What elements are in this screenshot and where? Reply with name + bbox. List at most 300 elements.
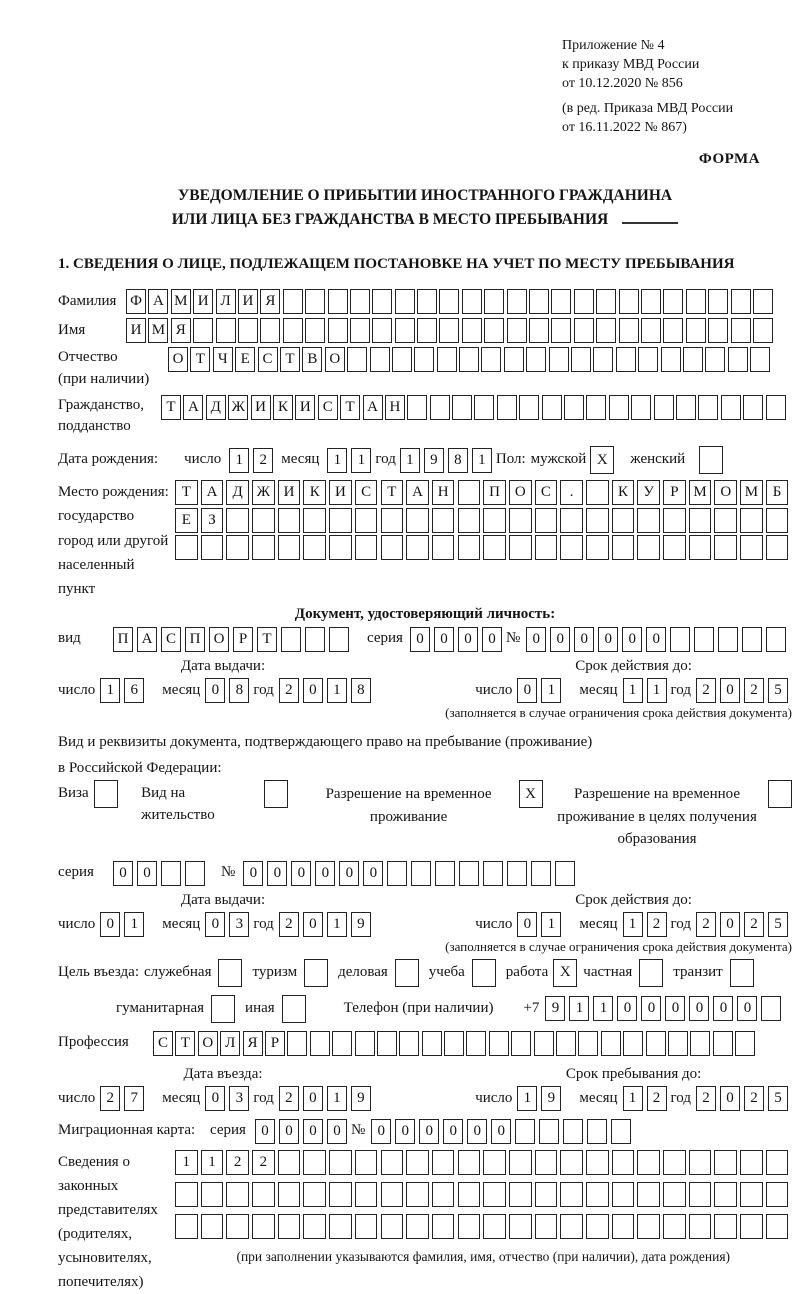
char-cell[interactable]: Т bbox=[190, 347, 210, 372]
char-cell[interactable]: 1 bbox=[541, 678, 561, 703]
goal-study-checkbox[interactable] bbox=[472, 959, 496, 987]
char-cell[interactable] bbox=[586, 395, 606, 420]
char-cell[interactable]: 0 bbox=[410, 627, 430, 652]
char-cell[interactable]: 0 bbox=[419, 1119, 439, 1144]
char-cell[interactable] bbox=[483, 535, 506, 560]
char-cell[interactable] bbox=[372, 289, 392, 314]
char-cell[interactable]: Е bbox=[175, 508, 198, 533]
char-cell[interactable] bbox=[611, 1119, 631, 1144]
char-cell[interactable]: Д bbox=[226, 480, 249, 505]
char-cell[interactable] bbox=[329, 627, 349, 652]
char-cell[interactable] bbox=[328, 289, 348, 314]
migcard-number-cells[interactable] bbox=[371, 1119, 635, 1144]
char-cell[interactable]: Р bbox=[265, 1031, 285, 1056]
char-cell[interactable]: К bbox=[303, 480, 326, 505]
char-cell[interactable] bbox=[329, 508, 352, 533]
char-cell[interactable] bbox=[740, 1150, 763, 1175]
char-cell[interactable]: 2 bbox=[279, 912, 299, 937]
char-cell[interactable] bbox=[347, 347, 367, 372]
char-cell[interactable]: 0 bbox=[395, 1119, 415, 1144]
char-cell[interactable]: 2 bbox=[696, 678, 716, 703]
char-cell[interactable]: 1 bbox=[623, 678, 643, 703]
goal-other-checkbox[interactable] bbox=[282, 995, 306, 1023]
char-cell[interactable] bbox=[663, 535, 686, 560]
char-cell[interactable]: 0 bbox=[641, 996, 661, 1021]
char-cell[interactable] bbox=[303, 1214, 326, 1239]
char-cell[interactable] bbox=[766, 627, 786, 652]
char-cell[interactable]: Р bbox=[233, 627, 253, 652]
char-cell[interactable]: М bbox=[171, 289, 191, 314]
char-cell[interactable] bbox=[619, 289, 639, 314]
char-cell[interactable]: М bbox=[740, 480, 763, 505]
char-cell[interactable] bbox=[411, 861, 431, 886]
char-cell[interactable] bbox=[753, 289, 773, 314]
char-cell[interactable]: Т bbox=[381, 480, 404, 505]
char-cell[interactable] bbox=[458, 1182, 481, 1207]
char-cell[interactable] bbox=[417, 318, 437, 343]
migcard-series-cells[interactable] bbox=[255, 1119, 351, 1144]
char-cell[interactable]: 0 bbox=[205, 912, 225, 937]
char-cell[interactable] bbox=[708, 289, 728, 314]
char-cell[interactable] bbox=[574, 289, 594, 314]
char-cell[interactable]: П bbox=[113, 627, 133, 652]
char-cell[interactable] bbox=[329, 535, 352, 560]
char-cell[interactable]: С bbox=[355, 480, 378, 505]
char-cell[interactable] bbox=[637, 1182, 660, 1207]
char-cell[interactable] bbox=[452, 395, 472, 420]
char-cell[interactable] bbox=[407, 395, 427, 420]
char-cell[interactable] bbox=[185, 861, 205, 886]
goal-tourism-checkbox[interactable] bbox=[304, 959, 328, 987]
char-cell[interactable] bbox=[586, 1182, 609, 1207]
char-cell[interactable] bbox=[637, 535, 660, 560]
char-cell[interactable]: А bbox=[183, 395, 203, 420]
goal-humanitarian-checkbox[interactable] bbox=[211, 995, 235, 1023]
char-cell[interactable] bbox=[571, 347, 591, 372]
char-cell[interactable]: 5 bbox=[768, 1086, 788, 1111]
char-cell[interactable]: Я bbox=[260, 289, 280, 314]
char-cell[interactable] bbox=[483, 1214, 506, 1239]
char-cell[interactable] bbox=[535, 1182, 558, 1207]
char-cell[interactable] bbox=[497, 395, 517, 420]
char-cell[interactable] bbox=[355, 1214, 378, 1239]
char-cell[interactable] bbox=[612, 1214, 635, 1239]
char-cell[interactable]: 0 bbox=[574, 627, 594, 652]
patronymic-cells[interactable] bbox=[168, 347, 773, 372]
char-cell[interactable] bbox=[616, 347, 636, 372]
phone-cells[interactable] bbox=[545, 996, 785, 1021]
char-cell[interactable]: А bbox=[363, 395, 383, 420]
char-cell[interactable] bbox=[226, 1214, 249, 1239]
char-cell[interactable] bbox=[766, 1214, 789, 1239]
residence-permit-checkbox[interactable] bbox=[264, 780, 288, 808]
char-cell[interactable]: 7 bbox=[124, 1086, 144, 1111]
char-cell[interactable]: 1 bbox=[327, 1086, 347, 1111]
char-cell[interactable] bbox=[329, 1182, 352, 1207]
char-cell[interactable]: 1 bbox=[100, 678, 120, 703]
char-cell[interactable] bbox=[474, 395, 494, 420]
char-cell[interactable] bbox=[689, 1214, 712, 1239]
char-cell[interactable] bbox=[509, 508, 532, 533]
char-cell[interactable]: 2 bbox=[226, 1150, 249, 1175]
char-cell[interactable] bbox=[252, 535, 275, 560]
char-cell[interactable] bbox=[766, 395, 786, 420]
char-cell[interactable]: 0 bbox=[550, 627, 570, 652]
char-cell[interactable] bbox=[529, 318, 549, 343]
doc-number-cells[interactable] bbox=[526, 627, 790, 652]
doc-series-cells[interactable] bbox=[410, 627, 506, 652]
char-cell[interactable] bbox=[637, 1214, 660, 1239]
char-cell[interactable] bbox=[252, 508, 275, 533]
char-cell[interactable] bbox=[283, 318, 303, 343]
char-cell[interactable]: А bbox=[148, 289, 168, 314]
char-cell[interactable] bbox=[483, 1150, 506, 1175]
char-cell[interactable]: 0 bbox=[491, 1119, 511, 1144]
char-cell[interactable] bbox=[303, 1182, 326, 1207]
char-cell[interactable] bbox=[458, 1214, 481, 1239]
entry-month-cells[interactable] bbox=[205, 1086, 253, 1111]
char-cell[interactable] bbox=[355, 535, 378, 560]
char-cell[interactable] bbox=[689, 508, 712, 533]
char-cell[interactable] bbox=[459, 861, 479, 886]
char-cell[interactable] bbox=[586, 480, 609, 505]
char-cell[interactable]: 5 bbox=[768, 912, 788, 937]
char-cell[interactable] bbox=[637, 1150, 660, 1175]
char-cell[interactable]: 1 bbox=[623, 912, 643, 937]
char-cell[interactable] bbox=[278, 508, 301, 533]
char-cell[interactable] bbox=[355, 1031, 375, 1056]
char-cell[interactable] bbox=[439, 289, 459, 314]
char-cell[interactable] bbox=[714, 1214, 737, 1239]
char-cell[interactable] bbox=[509, 535, 532, 560]
char-cell[interactable] bbox=[422, 1031, 442, 1056]
char-cell[interactable]: 2 bbox=[279, 1086, 299, 1111]
char-cell[interactable] bbox=[305, 289, 325, 314]
char-cell[interactable]: 0 bbox=[291, 861, 311, 886]
char-cell[interactable] bbox=[586, 508, 609, 533]
char-cell[interactable]: Я bbox=[171, 318, 191, 343]
birth-place-row3-cells[interactable] bbox=[175, 535, 792, 560]
stay-month-cells[interactable] bbox=[623, 1086, 671, 1111]
char-cell[interactable] bbox=[458, 508, 481, 533]
char-cell[interactable] bbox=[686, 289, 706, 314]
char-cell[interactable] bbox=[439, 318, 459, 343]
char-cell[interactable] bbox=[483, 1182, 506, 1207]
char-cell[interactable] bbox=[612, 1182, 635, 1207]
char-cell[interactable]: И bbox=[238, 289, 258, 314]
char-cell[interactable] bbox=[175, 1182, 198, 1207]
char-cell[interactable] bbox=[718, 627, 738, 652]
goal-business-checkbox[interactable] bbox=[395, 959, 419, 987]
char-cell[interactable]: 0 bbox=[713, 996, 733, 1021]
char-cell[interactable] bbox=[406, 1150, 429, 1175]
char-cell[interactable]: 0 bbox=[205, 1086, 225, 1111]
char-cell[interactable] bbox=[531, 861, 551, 886]
char-cell[interactable] bbox=[761, 996, 781, 1021]
char-cell[interactable] bbox=[740, 1214, 763, 1239]
char-cell[interactable]: И bbox=[251, 395, 271, 420]
char-cell[interactable] bbox=[201, 535, 224, 560]
char-cell[interactable]: 8 bbox=[448, 448, 468, 473]
visa-checkbox[interactable] bbox=[94, 780, 118, 808]
char-cell[interactable] bbox=[526, 347, 546, 372]
char-cell[interactable] bbox=[676, 395, 696, 420]
char-cell[interactable] bbox=[641, 318, 661, 343]
char-cell[interactable]: 0 bbox=[363, 861, 383, 886]
char-cell[interactable] bbox=[507, 318, 527, 343]
char-cell[interactable]: О bbox=[209, 627, 229, 652]
char-cell[interactable] bbox=[593, 347, 613, 372]
char-cell[interactable]: 1 bbox=[593, 996, 613, 1021]
char-cell[interactable] bbox=[551, 318, 571, 343]
char-cell[interactable]: 2 bbox=[744, 678, 764, 703]
char-cell[interactable]: Л bbox=[216, 289, 236, 314]
residence-number-cells[interactable] bbox=[243, 861, 579, 886]
char-cell[interactable] bbox=[406, 508, 429, 533]
char-cell[interactable]: И bbox=[295, 395, 315, 420]
char-cell[interactable]: 0 bbox=[303, 678, 323, 703]
char-cell[interactable]: 1 bbox=[623, 1086, 643, 1111]
char-cell[interactable] bbox=[638, 347, 658, 372]
temp-residence-education-checkbox[interactable] bbox=[768, 780, 792, 808]
char-cell[interactable]: 0 bbox=[720, 912, 740, 937]
char-cell[interactable]: А bbox=[137, 627, 157, 652]
char-cell[interactable]: О bbox=[509, 480, 532, 505]
char-cell[interactable]: З bbox=[201, 508, 224, 533]
char-cell[interactable]: 0 bbox=[434, 627, 454, 652]
birth-day-cells[interactable] bbox=[229, 448, 277, 473]
char-cell[interactable]: 0 bbox=[617, 996, 637, 1021]
char-cell[interactable]: К bbox=[273, 395, 293, 420]
char-cell[interactable]: 2 bbox=[253, 448, 273, 473]
char-cell[interactable]: 9 bbox=[351, 912, 371, 937]
char-cell[interactable]: 3 bbox=[229, 1086, 249, 1111]
char-cell[interactable] bbox=[432, 508, 455, 533]
char-cell[interactable] bbox=[623, 1031, 643, 1056]
char-cell[interactable]: 0 bbox=[113, 861, 133, 886]
char-cell[interactable] bbox=[686, 318, 706, 343]
char-cell[interactable] bbox=[560, 1182, 583, 1207]
char-cell[interactable] bbox=[466, 1031, 486, 1056]
char-cell[interactable] bbox=[406, 535, 429, 560]
char-cell[interactable]: 2 bbox=[279, 678, 299, 703]
res-valid-month-cells[interactable] bbox=[623, 912, 671, 937]
char-cell[interactable] bbox=[586, 1214, 609, 1239]
char-cell[interactable]: 2 bbox=[696, 1086, 716, 1111]
char-cell[interactable] bbox=[489, 1031, 509, 1056]
char-cell[interactable] bbox=[462, 289, 482, 314]
char-cell[interactable]: . bbox=[560, 480, 583, 505]
char-cell[interactable]: С bbox=[535, 480, 558, 505]
char-cell[interactable]: 9 bbox=[545, 996, 565, 1021]
doc-kind-cells[interactable] bbox=[113, 627, 353, 652]
char-cell[interactable] bbox=[175, 1214, 198, 1239]
res-valid-year-cells[interactable] bbox=[696, 912, 792, 937]
char-cell[interactable] bbox=[392, 347, 412, 372]
valid-month-cells[interactable] bbox=[623, 678, 671, 703]
char-cell[interactable]: 8 bbox=[229, 678, 249, 703]
char-cell[interactable] bbox=[535, 1150, 558, 1175]
char-cell[interactable] bbox=[555, 861, 575, 886]
char-cell[interactable] bbox=[458, 1150, 481, 1175]
stay-year-cells[interactable] bbox=[696, 1086, 792, 1111]
char-cell[interactable] bbox=[689, 1182, 712, 1207]
char-cell[interactable] bbox=[175, 535, 198, 560]
char-cell[interactable] bbox=[637, 508, 660, 533]
char-cell[interactable]: 0 bbox=[467, 1119, 487, 1144]
char-cell[interactable] bbox=[395, 318, 415, 343]
char-cell[interactable]: С bbox=[153, 1031, 173, 1056]
char-cell[interactable] bbox=[381, 1182, 404, 1207]
char-cell[interactable] bbox=[481, 347, 501, 372]
char-cell[interactable] bbox=[735, 1031, 755, 1056]
birth-place-row1-cells[interactable] bbox=[175, 480, 792, 505]
name-cells[interactable] bbox=[126, 318, 775, 343]
char-cell[interactable] bbox=[226, 1182, 249, 1207]
char-cell[interactable]: О bbox=[714, 480, 737, 505]
char-cell[interactable] bbox=[750, 347, 770, 372]
char-cell[interactable] bbox=[507, 861, 527, 886]
char-cell[interactable] bbox=[743, 395, 763, 420]
valid-day-cells[interactable] bbox=[517, 678, 565, 703]
char-cell[interactable]: 0 bbox=[665, 996, 685, 1021]
char-cell[interactable] bbox=[329, 1214, 352, 1239]
res-issue-day-cells[interactable] bbox=[100, 912, 148, 937]
char-cell[interactable]: 1 bbox=[541, 912, 561, 937]
char-cell[interactable] bbox=[556, 1031, 576, 1056]
char-cell[interactable] bbox=[654, 395, 674, 420]
char-cell[interactable] bbox=[216, 318, 236, 343]
char-cell[interactable] bbox=[586, 1150, 609, 1175]
char-cell[interactable]: 0 bbox=[517, 912, 537, 937]
char-cell[interactable]: И bbox=[329, 480, 352, 505]
char-cell[interactable] bbox=[612, 508, 635, 533]
char-cell[interactable] bbox=[278, 535, 301, 560]
char-cell[interactable]: 1 bbox=[472, 448, 492, 473]
char-cell[interactable] bbox=[587, 1119, 607, 1144]
char-cell[interactable] bbox=[740, 1182, 763, 1207]
char-cell[interactable] bbox=[596, 289, 616, 314]
char-cell[interactable] bbox=[328, 318, 348, 343]
char-cell[interactable] bbox=[226, 508, 249, 533]
char-cell[interactable]: 0 bbox=[303, 1119, 323, 1144]
char-cell[interactable] bbox=[287, 1031, 307, 1056]
char-cell[interactable]: И bbox=[126, 318, 146, 343]
char-cell[interactable]: 0 bbox=[458, 627, 478, 652]
char-cell[interactable] bbox=[370, 347, 390, 372]
char-cell[interactable] bbox=[560, 1150, 583, 1175]
char-cell[interactable] bbox=[458, 535, 481, 560]
char-cell[interactable] bbox=[226, 535, 249, 560]
char-cell[interactable]: 0 bbox=[303, 912, 323, 937]
char-cell[interactable] bbox=[689, 1150, 712, 1175]
char-cell[interactable]: 2 bbox=[252, 1150, 275, 1175]
char-cell[interactable] bbox=[381, 1150, 404, 1175]
char-cell[interactable] bbox=[278, 1214, 301, 1239]
char-cell[interactable] bbox=[519, 395, 539, 420]
char-cell[interactable] bbox=[663, 1150, 686, 1175]
char-cell[interactable]: А bbox=[406, 480, 429, 505]
birth-place-row2-cells[interactable] bbox=[175, 508, 792, 533]
char-cell[interactable]: 0 bbox=[598, 627, 618, 652]
goal-private-checkbox[interactable] bbox=[639, 959, 663, 987]
issue-year-cells[interactable] bbox=[279, 678, 375, 703]
char-cell[interactable]: 0 bbox=[303, 1086, 323, 1111]
char-cell[interactable] bbox=[430, 395, 450, 420]
char-cell[interactable] bbox=[381, 1214, 404, 1239]
char-cell[interactable] bbox=[753, 318, 773, 343]
char-cell[interactable] bbox=[462, 318, 482, 343]
char-cell[interactable]: 2 bbox=[647, 912, 667, 937]
char-cell[interactable]: Д bbox=[206, 395, 226, 420]
char-cell[interactable] bbox=[714, 1182, 737, 1207]
char-cell[interactable] bbox=[303, 535, 326, 560]
char-cell[interactable] bbox=[459, 347, 479, 372]
char-cell[interactable] bbox=[663, 1182, 686, 1207]
goal-transit-checkbox[interactable] bbox=[730, 959, 754, 987]
char-cell[interactable]: 1 bbox=[327, 448, 347, 473]
char-cell[interactable] bbox=[661, 347, 681, 372]
char-cell[interactable] bbox=[387, 861, 407, 886]
citizenship-cells[interactable] bbox=[161, 395, 788, 420]
char-cell[interactable]: Т bbox=[257, 627, 277, 652]
char-cell[interactable]: 1 bbox=[400, 448, 420, 473]
char-cell[interactable]: Н bbox=[385, 395, 405, 420]
char-cell[interactable] bbox=[641, 289, 661, 314]
char-cell[interactable]: Е bbox=[235, 347, 255, 372]
char-cell[interactable] bbox=[551, 289, 571, 314]
char-cell[interactable] bbox=[601, 1031, 621, 1056]
representatives-row1-cells[interactable] bbox=[175, 1150, 792, 1175]
char-cell[interactable] bbox=[372, 318, 392, 343]
char-cell[interactable] bbox=[483, 861, 503, 886]
char-cell[interactable] bbox=[281, 627, 301, 652]
goal-official-checkbox[interactable] bbox=[218, 959, 242, 987]
char-cell[interactable] bbox=[399, 1031, 419, 1056]
char-cell[interactable] bbox=[458, 480, 481, 505]
char-cell[interactable]: Л bbox=[220, 1031, 240, 1056]
char-cell[interactable]: 0 bbox=[100, 912, 120, 937]
char-cell[interactable] bbox=[631, 395, 651, 420]
char-cell[interactable]: Т bbox=[161, 395, 181, 420]
char-cell[interactable] bbox=[670, 627, 690, 652]
char-cell[interactable]: 0 bbox=[339, 861, 359, 886]
char-cell[interactable] bbox=[329, 1150, 352, 1175]
char-cell[interactable]: Б bbox=[766, 480, 789, 505]
char-cell[interactable] bbox=[612, 535, 635, 560]
char-cell[interactable] bbox=[509, 1150, 532, 1175]
char-cell[interactable]: 1 bbox=[229, 448, 249, 473]
goal-work-checkbox[interactable]: X bbox=[553, 959, 577, 987]
char-cell[interactable] bbox=[619, 318, 639, 343]
char-cell[interactable]: 0 bbox=[205, 678, 225, 703]
char-cell[interactable] bbox=[668, 1031, 688, 1056]
char-cell[interactable]: 1 bbox=[201, 1150, 224, 1175]
char-cell[interactable] bbox=[355, 1182, 378, 1207]
char-cell[interactable] bbox=[201, 1182, 224, 1207]
char-cell[interactable] bbox=[381, 508, 404, 533]
char-cell[interactable]: 1 bbox=[351, 448, 371, 473]
char-cell[interactable]: 1 bbox=[175, 1150, 198, 1175]
char-cell[interactable] bbox=[432, 1182, 455, 1207]
char-cell[interactable]: Р bbox=[663, 480, 686, 505]
entry-day-cells[interactable] bbox=[100, 1086, 148, 1111]
char-cell[interactable] bbox=[504, 347, 524, 372]
char-cell[interactable] bbox=[690, 1031, 710, 1056]
char-cell[interactable] bbox=[663, 318, 683, 343]
char-cell[interactable]: 0 bbox=[443, 1119, 463, 1144]
char-cell[interactable] bbox=[417, 289, 437, 314]
